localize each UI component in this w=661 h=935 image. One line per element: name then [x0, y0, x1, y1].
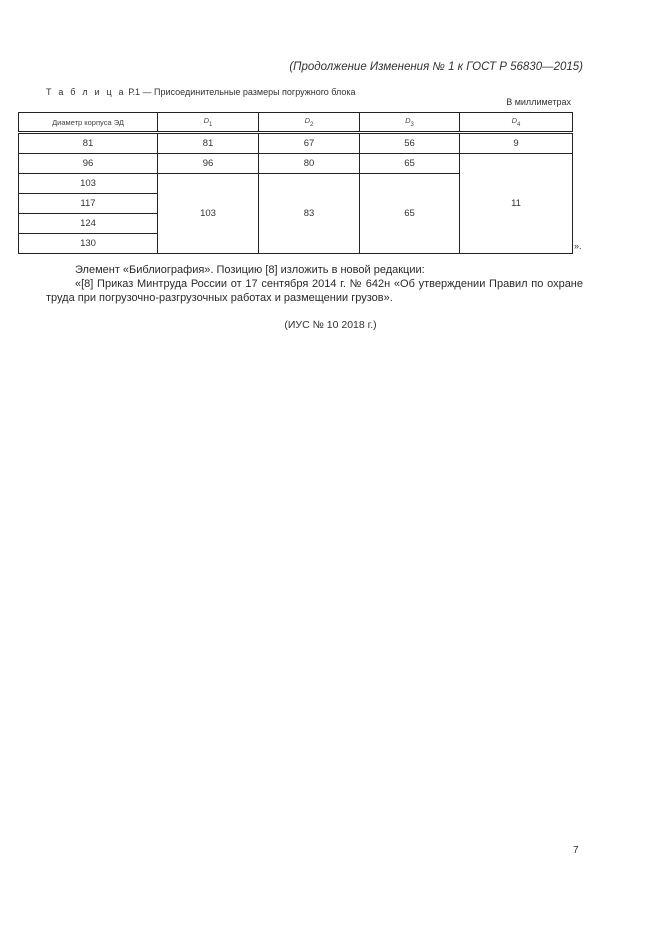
cell-d2: 67: [259, 133, 360, 154]
cell-d4: 9: [460, 133, 573, 154]
cell-d3: 56: [360, 133, 460, 154]
table-caption: [46, 87, 356, 97]
bibliography-item-line1: «[8] Приказ Минтруда России от 17 сентября 2014 г. № 642н «Об утверждении Правил по охране: [75, 278, 583, 290]
bibliography-item-line2: труда при погрузочно-разгрузочных работах и размещении грузов».: [46, 292, 393, 304]
header-d3: $D_3$: [360, 113, 460, 133]
cell-d2-merged: 83: [259, 174, 360, 254]
header-diameter: Диаметр корпуса ЭД: [19, 113, 158, 133]
running-head: (Продолжение Изменения № 1 к ГОСТ Р 56830—2015): [289, 61, 583, 73]
table-row: [19, 154, 573, 174]
dimensions-table: [18, 112, 573, 254]
cell-d2: 80: [259, 154, 360, 174]
table-row: [19, 133, 573, 154]
cell-diameter: 130: [19, 234, 158, 254]
cell-diameter: 81: [19, 133, 158, 154]
cell-diameter: 96: [19, 154, 158, 174]
cell-d1: 81: [158, 133, 259, 154]
ius-reference: (ИУС № 10 2018 г.): [284, 319, 377, 331]
cell-d4-merged: 11: [460, 154, 573, 254]
header-d1: $D_1$: [158, 113, 259, 133]
bibliography-intro: Элемент «Библиография». Позицию [8] изложить в новой редакции:: [75, 264, 425, 276]
cell-diameter: 117: [19, 194, 158, 214]
cell-d3-merged: 65: [360, 174, 460, 254]
cell-d1-merged: 103: [158, 174, 259, 254]
table-caption-prefix: Т а б л и ц а: [46, 87, 126, 97]
cell-d3: 65: [360, 154, 460, 174]
table-header-row: [19, 113, 573, 133]
table-closing-quote: ».: [574, 241, 582, 251]
table-units: В миллиметрах: [506, 97, 571, 107]
table-caption-number: Р.1: [128, 87, 141, 97]
page-number: 7: [573, 845, 579, 856]
table-caption-title: — Присоединительные размеры погружного блока: [142, 87, 356, 97]
header-d4: $D_4$: [460, 113, 573, 133]
header-d2: $D_2$: [259, 113, 360, 133]
cell-diameter: 103: [19, 174, 158, 194]
cell-d1: 96: [158, 154, 259, 174]
cell-diameter: 124: [19, 214, 158, 234]
